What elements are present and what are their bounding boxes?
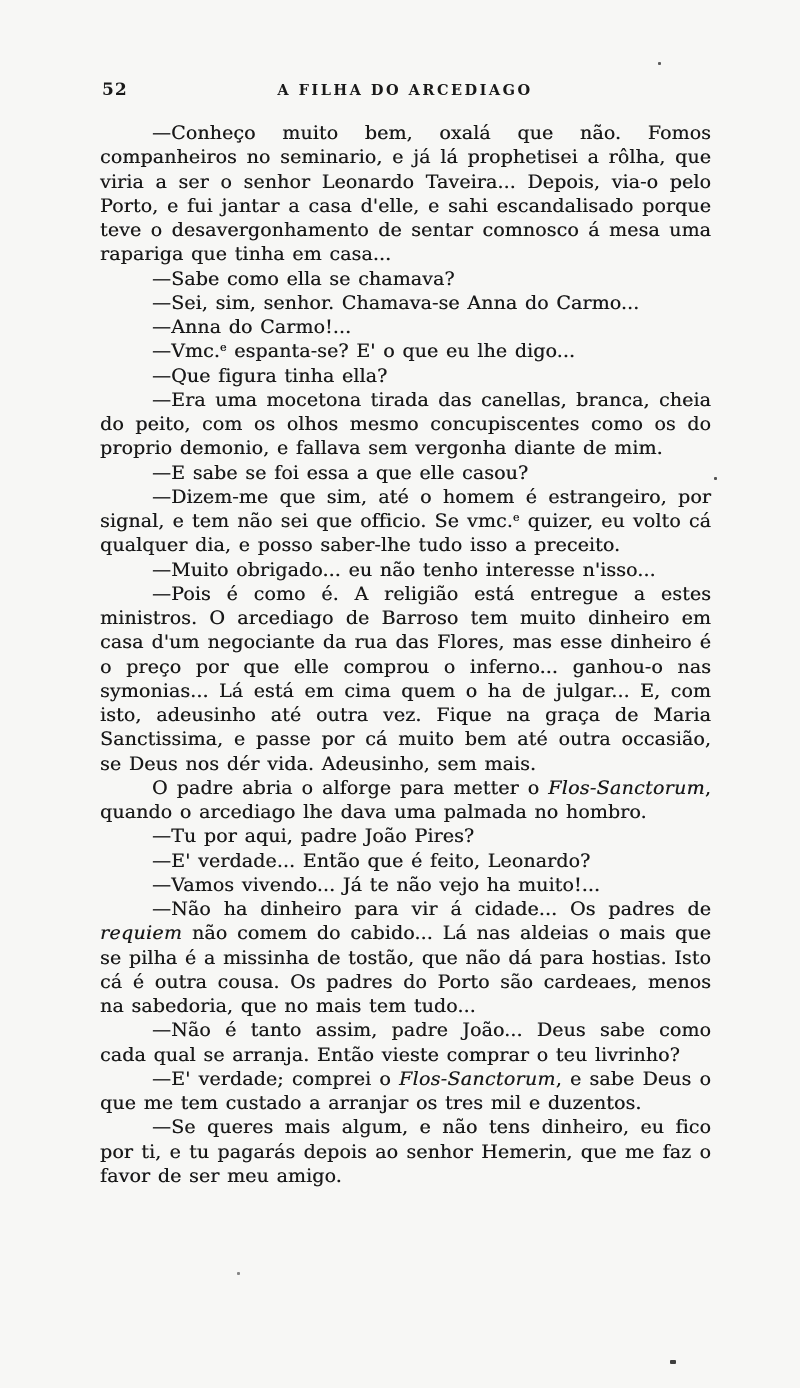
paragraph: —Sabe como ella se chamava? [152, 267, 455, 290]
paragraph: —Não ha dinheiro para vir á cidade... Os padres de requiem não comem do cabido... Lá nas aldeias o mais que se pilha é a missinha de tostão, que não dá para hostias. Isto cá é outra cousa. Os padres do Porto são cardeaes, menos na sabedoria, que no mais tem tudo... [100, 898, 711, 1017]
paragraph: —Conheço muito bem, oxalá que não. Fomos companheiros no seminario, e já lá prophetisei a rôlha, que viria a ser o senhor Leonardo Taveira... Depois, via-o pelo Porto, e fui jantar a casa d'elle, e sahi escandalisado porque teve o desavergonhamento de sentar comnosco á mesa uma rapariga que tinha em casa... [100, 122, 711, 266]
paragraph: —Dizem-me que sim, até o homem é estrangeiro, por signal, e tem não sei que officio. Se vmc.$^e$ quizer, eu volto cá qualquer dia, e posso saber-lhe tudo isso a preceito. [100, 485, 711, 557]
page-number: 52 [102, 80, 128, 100]
paragraph: —Era uma mocetona tirada das canellas, branca, cheia do peito, com os olhos mesmo concupiscentes como os do proprio demonio, e fallava sem vergonha diante de mim. [100, 388, 711, 460]
paragraph: —Vamos vivendo... Já te não vejo ha muito!... [152, 873, 601, 896]
paragraph: —E' verdade... Então que é feito, Leonardo? [152, 849, 591, 872]
paragraph: —E sabe se foi essa a que elle casou? [152, 461, 529, 484]
paragraph: —Anna do Carmo!... [152, 316, 352, 338]
ink-speck [237, 1272, 240, 1275]
paragraph: —Muito obrigado... eu não tenho interesse n'isso... [152, 558, 656, 581]
ink-speck [658, 62, 661, 65]
text-body [100, 121, 711, 1188]
paragraph: —Pois é como é. A religião está entregue a estes ministros. O arcediago de Barroso tem muito dinheiro em casa d'um negociante da rua das Flores, mas esse dinheiro é o preço por que elle comprou o inferno... ganhou-o nas symonias... Lá está em cima quem o ha de julgar... E, com isto, adeusinho até outra vez. Fique na graça de Maria Sanctissima, e passe por cá muito bem até outra occasião, se Deus nos dér vida. Adeusinho, sem mais. [100, 582, 711, 775]
paragraph: —Tu por aqui, padre João Pires? [152, 825, 475, 848]
paragraph: —Que figura tinha ella? [152, 364, 388, 387]
paragraph: —Vmc.$^e$ espanta-se? E' o que eu lhe digo... [152, 340, 576, 363]
paragraph: —Não é tanto assim, padre João... Deus sabe como cada qual se arranja. Então vieste comprar o teu livrinho? [100, 1019, 711, 1066]
ink-speck [670, 1360, 676, 1364]
ink-speck [714, 477, 717, 480]
paragraph: O padre abria o alforge para metter o Flos-Sanctorum, quando o arcediago lhe dava uma palmada no hombro. [100, 776, 711, 823]
running-title: A FILHA DO ARCEDIAGO [277, 82, 533, 99]
paragraph: —Se queres mais algum, e não tens dinheiro, eu fico por ti, e tu pagarás depois ao senhor Hemerin, que me faz o favor de ser meu amigo. [100, 1116, 711, 1187]
paragraph: —Sei, sim, senhor. Chamava-se Anna do Carmo... [152, 291, 640, 314]
page-header [100, 80, 710, 102]
paragraph: —E' verdade; comprei o Flos-Sanctorum, e sabe Deus o que me tem custado a arranjar os tres mil e duzentos. [100, 1067, 711, 1114]
